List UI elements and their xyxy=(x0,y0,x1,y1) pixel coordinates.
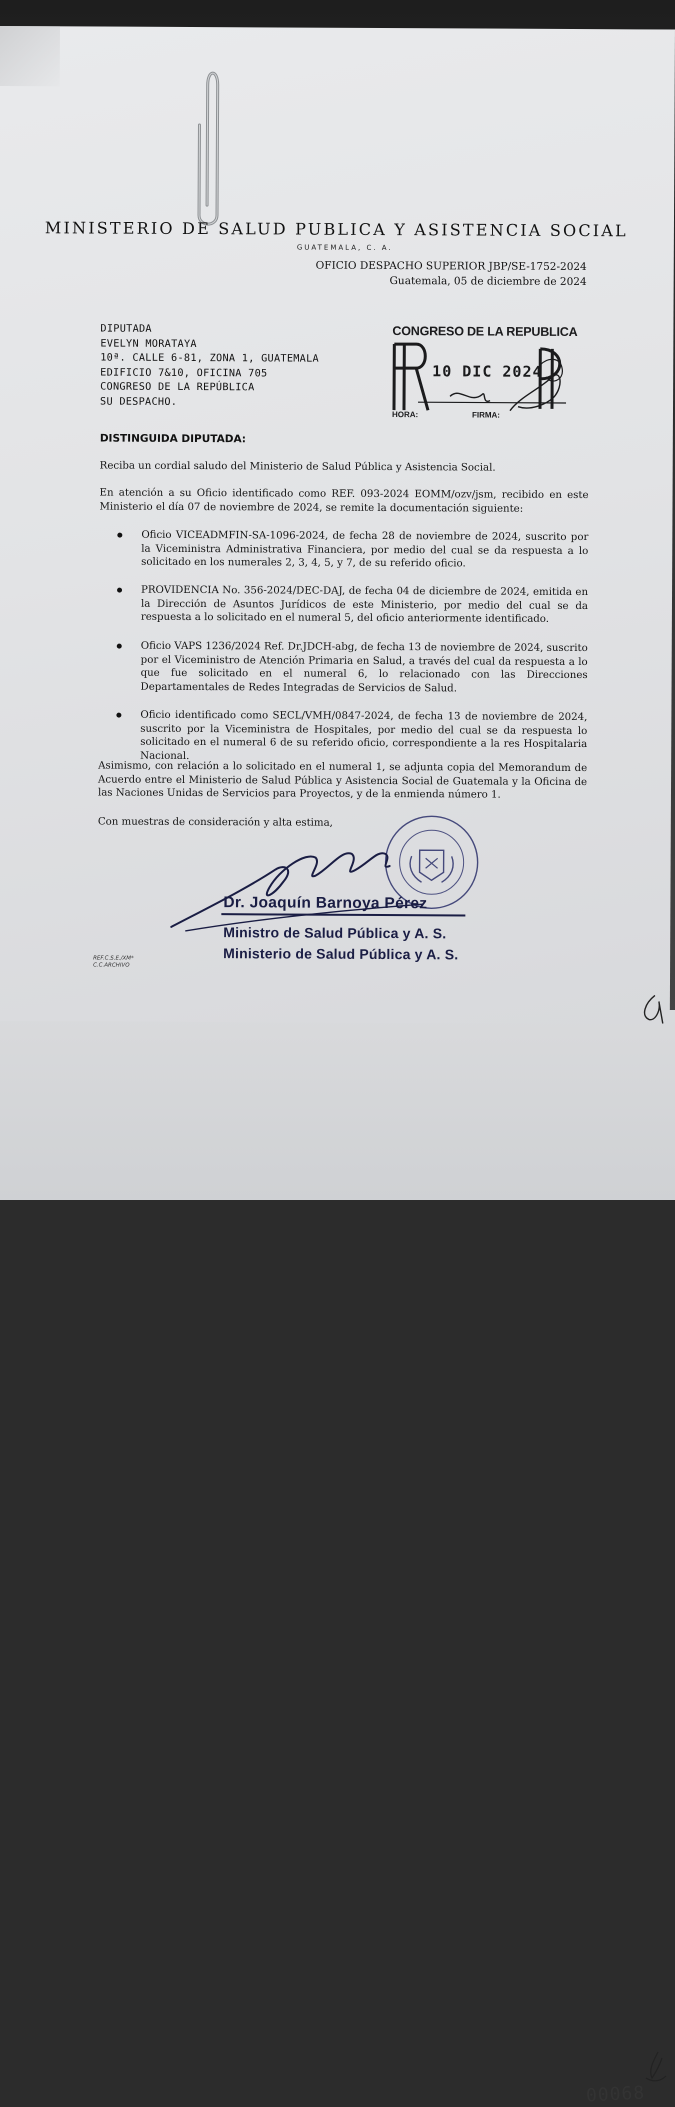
cc-line: C.C.ARCHIVO xyxy=(93,962,130,969)
recipient-line: EVELYN MORATAYA xyxy=(100,338,197,350)
oficio-reference: OFICIO DESPACHO SUPERIOR JBP/SE-1752-2024 xyxy=(315,259,587,274)
place-date: Guatemala, 05 de diciembre de 2024 xyxy=(389,275,587,289)
ref-code-line: REF.C.S.E./XM* xyxy=(93,955,134,962)
closing-line: Con muestras de consideración y alta estima, xyxy=(97,816,333,829)
list-item xyxy=(99,640,588,697)
paperclip-icon xyxy=(187,65,228,230)
stamp-hora-label: HORA: xyxy=(391,410,419,420)
page-corner-shadow xyxy=(0,26,60,86)
folio-number: 00068 xyxy=(585,2082,646,2107)
received-stamp xyxy=(390,324,578,425)
signer-title: Ministro de Salud Pública y A. S. xyxy=(223,924,447,942)
stamp-firma-label: FIRMA: xyxy=(471,410,500,420)
document-list xyxy=(99,529,589,762)
ministry-heading: MINISTERIO DE SALUD PUBLICA Y ASISTENCIA SOCIAL xyxy=(44,218,628,241)
stamp-date: 10 DIC 2024 xyxy=(432,362,543,381)
list-item-text: Oficio VICEADMFIN-SA-1096-2024, de fecha 28 de noviembre de 2024, suscrito por la Viceministra Administrativa Financiera, por medio del cual se da respuesta a lo solicitado en los numerales 2, 3, 4, 5, y 7, de su referido oficio. xyxy=(141,529,589,570)
recipient-line: EDIFICIO 7&10, OFICINA 705 xyxy=(100,367,268,379)
recipient-line: CONGRESO DE LA REPÚBLICA xyxy=(100,381,255,394)
bullet-icon xyxy=(116,713,121,718)
letter-page xyxy=(0,26,675,1025)
initials-mark xyxy=(640,2048,670,2088)
list-item-text: Oficio identificado como SECL/VMH/0847-2024, de fecha 13 de noviembre de 2024, suscrito por la Viceministra de Hospitales, por medio del cual se da respuesta lo solicitado en el numeral 6 de su referido oficio, correspondiente a la res Hospitalaria Nacional. xyxy=(140,709,588,762)
greeting-paragraph: Reciba un cordial saludo del Ministerio de Salud Pública y Asistencia Social. xyxy=(99,460,496,474)
underlying-paper xyxy=(0,1010,675,2107)
list-item-text: Oficio VAPS 1236/2024 Ref. Dr.JDCH-abg, de fecha 13 de noviembre de 2024, suscrito por el Viceministro de Atención Primaria en Salud, a través del cual da respuesta a lo que fue solicitado en el numeral 6, lo relacionado con las Direcciones Departamentales de Redes Integradas de Servicios de Salud. xyxy=(140,640,588,695)
recipient-line: DIPUTADA xyxy=(100,323,152,335)
bullet-icon xyxy=(117,533,122,538)
signer-institution: Ministerio de Salud Pública y A. S. xyxy=(223,945,459,963)
bullet-icon xyxy=(117,644,122,649)
recipient-line: SU DESPACHO. xyxy=(100,396,178,408)
list-item xyxy=(98,709,587,766)
salutation: DISTINGUIDA DIPUTADA: xyxy=(99,432,247,446)
stamp-title: CONGRESO DE LA REPUBLICA xyxy=(392,324,578,340)
bullet-icon xyxy=(117,588,122,593)
list-item xyxy=(99,584,588,627)
list-item xyxy=(99,529,588,572)
additional-paragraph: Asimismo, con relación a lo solicitado en el numeral 1, se adjunta copia del Memorandum de Acuerdo entre el Ministerio de Salud Pública y Asistencia Social de Guatemala y la Oficina de las Naciones Unidas de Servicios para Proyectos, y de la enmienda número 1. xyxy=(97,760,588,801)
recipient-block xyxy=(100,323,319,411)
recipient-line: 10ª. CALLE 6-81, ZONA 1, GUATEMALA xyxy=(100,352,320,365)
signer-name: Dr. Joaquín Barnoya Pérez xyxy=(223,894,428,913)
intro-paragraph: En atención a su Oficio identificado como REF. 093-2024 EOMM/ozv/jsm, recibido en este Ministerio el día 07 de noviembre de 2024, se remite la documentación siguiente: xyxy=(99,487,589,515)
list-item-text: PROVIDENCIA No. 356-2024/DEC-DAJ, de fecha 04 de diciembre de 2024, emitida en la Dirección de Asuntos Jurídicos de este Ministerio, por medio del cual se da respuesta a lo solicitado en el numeral 5, del oficio anteriormente identificado. xyxy=(140,584,589,626)
country-line: GUATEMALA, C. A. xyxy=(296,243,393,253)
reference-code xyxy=(93,956,134,970)
margin-initials xyxy=(635,989,670,1029)
